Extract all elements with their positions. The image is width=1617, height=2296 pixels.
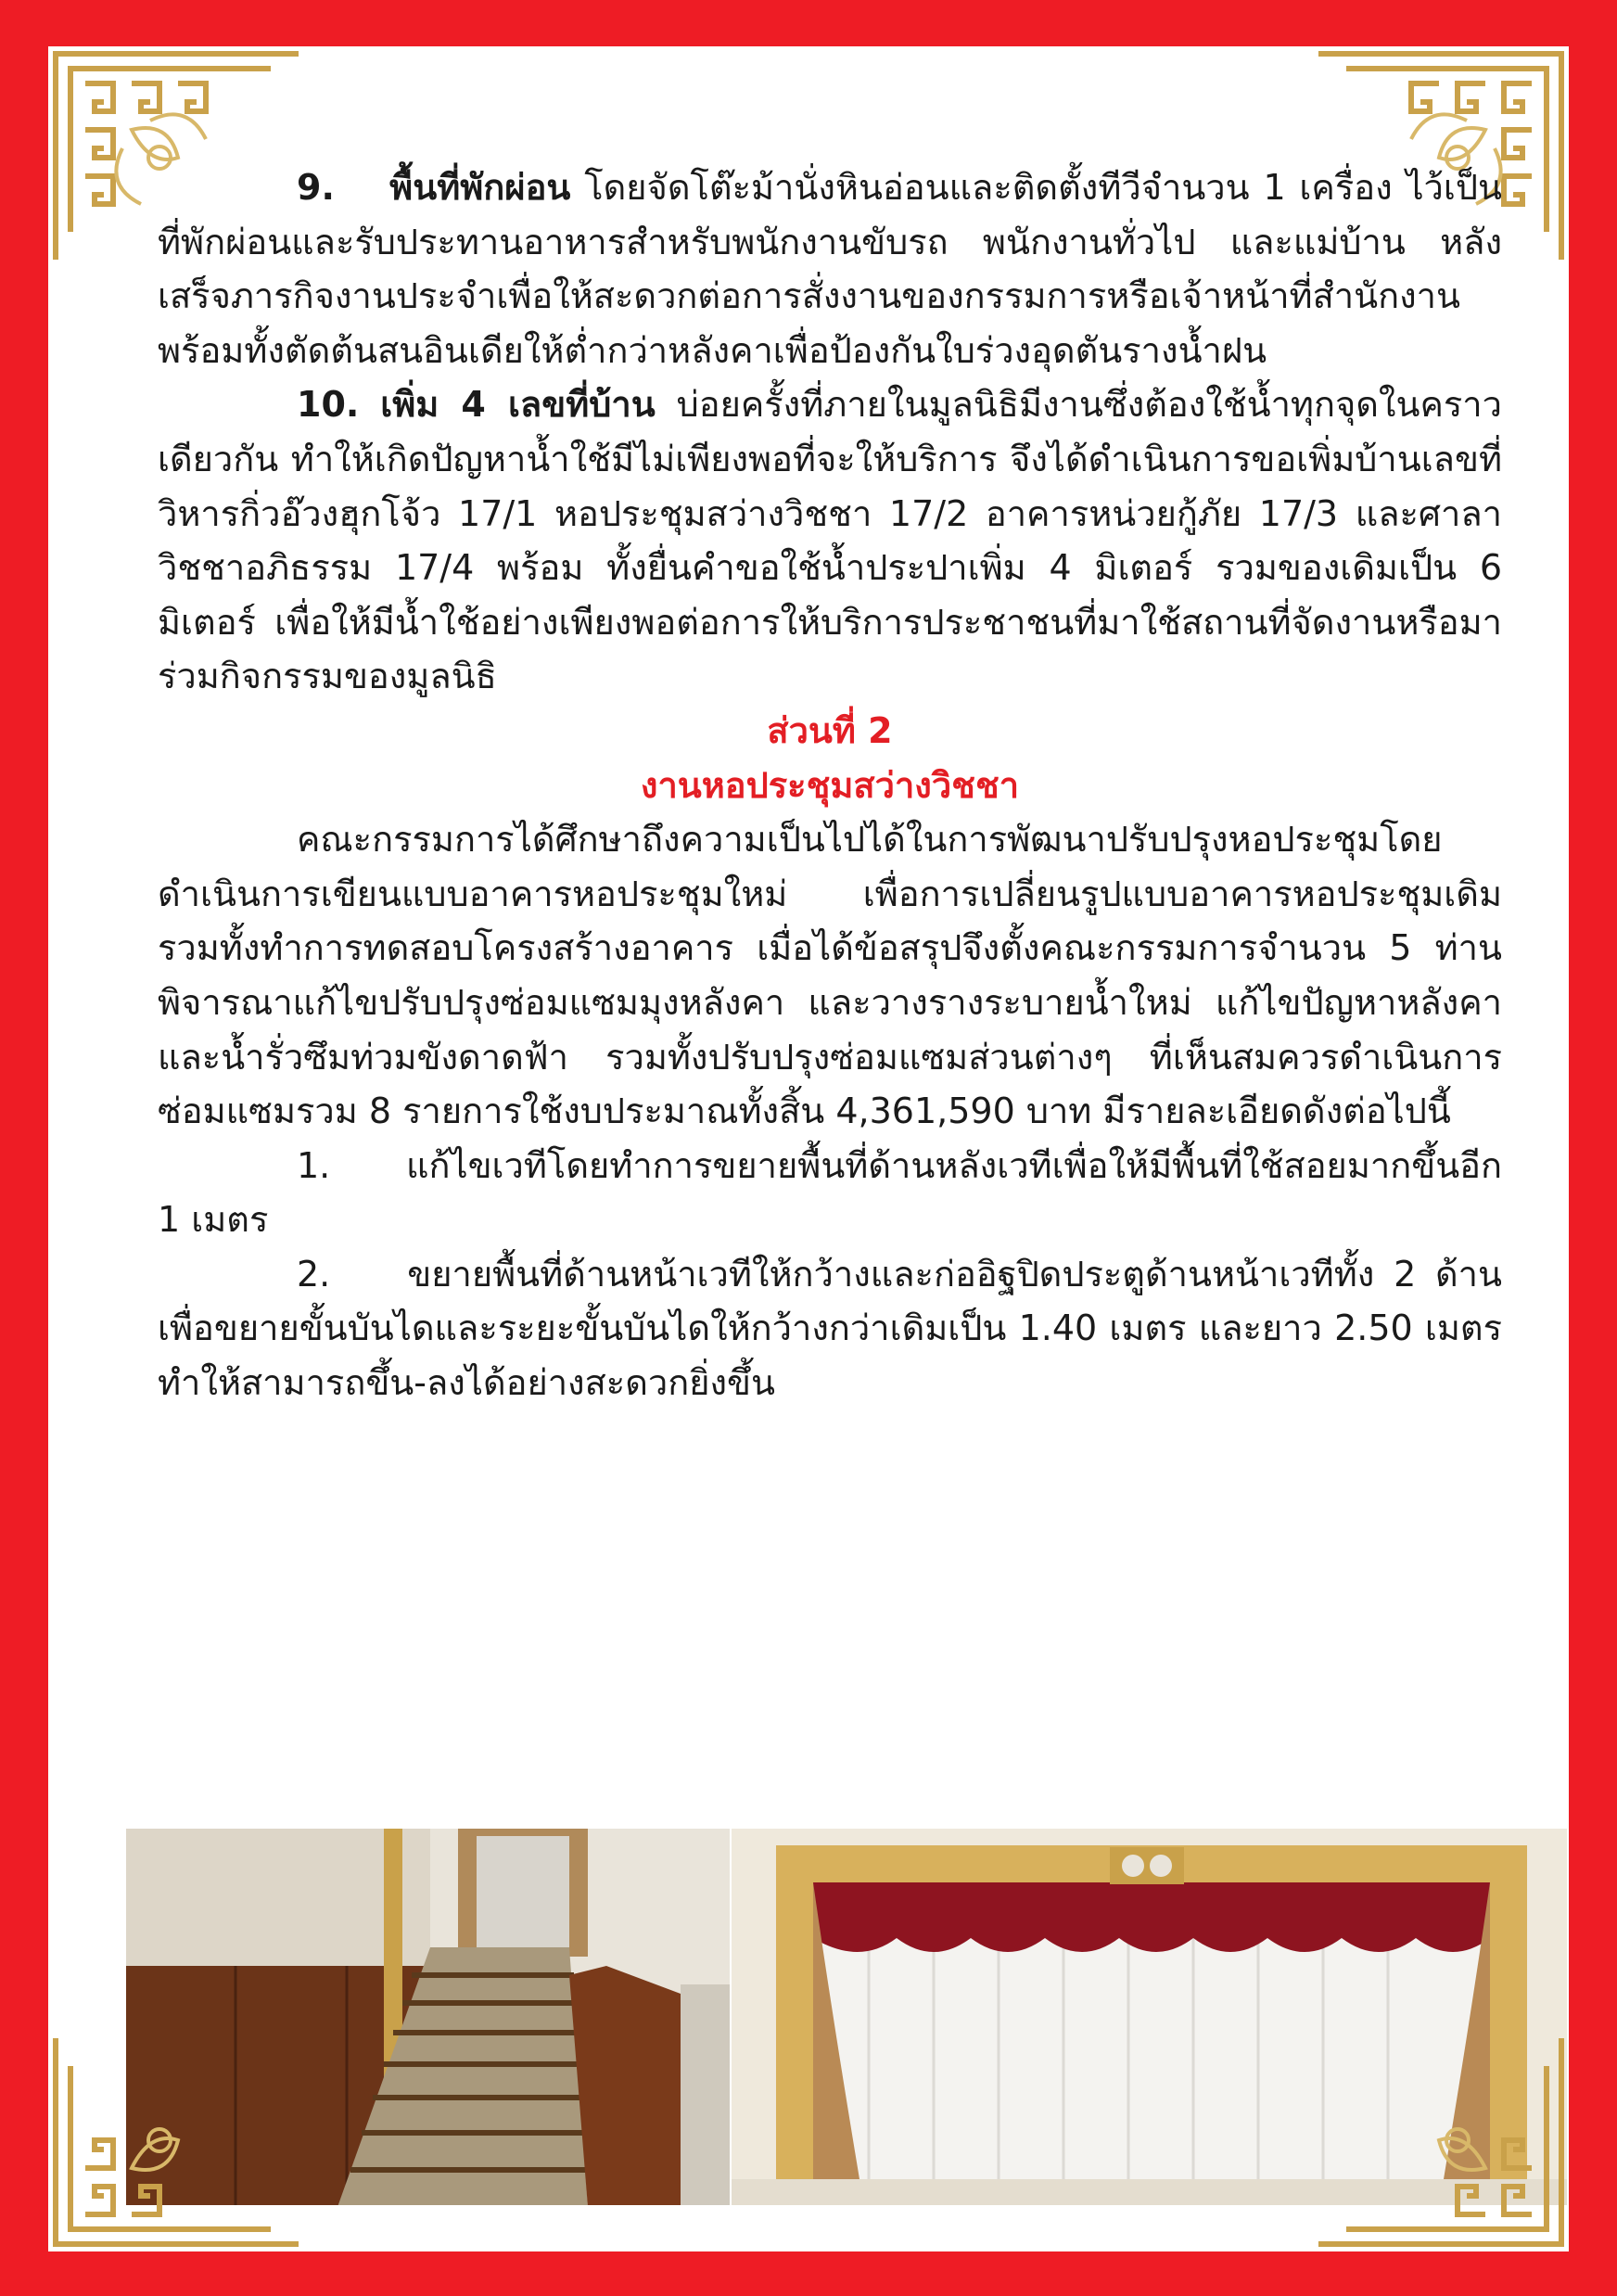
item-10 bbox=[158, 377, 1502, 704]
section-part-heading: ส่วนที่ 2 bbox=[767, 709, 893, 751]
photo-strip bbox=[48, 1827, 1569, 2251]
corner-ornament-icon bbox=[1309, 2029, 1569, 2251]
item-title: พื้นที่พักผ่อน bbox=[389, 167, 571, 208]
intro-paragraph: คณะกรรมการได้ศึกษาถึงความเป็นไปได้ในการพัฒนาปรับปรุงหอประชุมโดยดำเนินการเขียนแบบอาคารหอประชุมใหม่ เพื่อการเปลี่ยนรูปแบบอาคารหอประชุมเดิม รวมทั้งทำการทดสอบโครงสร้างอาคาร เมื่อได้ข้อสรุปจึงตั้งคณะกรรมการจำนวน 5 ท่าน พิจารณาแก้ไขปรับปรุงซ่อมแซมมุงหลังคา และวางรางระบายน้ำใหม่ แก้ไขปัญหาหลังคาและน้ำรั่วซึมท่วมขังดาดฟ้า รวมทั้งปรับปรุงซ่อมแซมส่วนต่างๆ ที่เห็นสมควรดำเนินการซ่อมแซมรวม 8 รายการใช้งบประมาณทั้งสิ้น 4,361,590 บาท มีรายละเอียดดังต่อไปนี้ bbox=[158, 819, 1502, 1132]
item-number: 10. bbox=[297, 384, 360, 426]
body-text bbox=[158, 160, 1502, 1410]
item-text: โดยจัดโต๊ะม้านั่งหินอ่อนและติดตั้งทีวีจำนวน 1 เครื่อง ไว้เป็นที่พักผ่อนและรับประทานอาหารสำหรับพนักงานขับรถ พนักงานทั่วไป และแม่บ้าน หลังเสร็จภารกิจงานประจำเพื่อให้สะดวกต่อการสั่งงานของกรรมการหรือเจ้าหน้าที่สำนักงาน พร้อมทั้งตัดต้นสนอินเดียให้ต่ำกว่าหลังคาเพื่อป้องกันใบร่วงอุดตันรางน้ำฝน bbox=[158, 167, 1502, 371]
list-text: แก้ไขเวทีโดยทำการขยายพื้นที่ด้านหลังเวทีเพื่อให้มีพื้นที่ใช้สอยมากขึ้นอีก 1 เมตร bbox=[158, 1144, 1502, 1241]
item-title: เพิ่ม 4 เลขที่บ้าน bbox=[380, 384, 656, 426]
item-9 bbox=[158, 160, 1502, 377]
list-item bbox=[158, 1247, 1502, 1410]
list-number: 1. bbox=[297, 1144, 331, 1186]
corner-ornament-icon bbox=[48, 2029, 308, 2251]
list-item bbox=[158, 1139, 1502, 1247]
list-number: 2. bbox=[297, 1253, 331, 1295]
item-number: 9. bbox=[297, 167, 335, 208]
item-text: บ่อยครั้งที่ภายในมูลนิธิมีงานซึ่งต้องใช้น้ำทุกจุดในคราวเดียวกัน ทำให้เกิดปัญหาน้ำใช้มีไม่เพียงพอที่จะให้บริการ จึงได้ดำเนินการขอเพิ่มบ้านเลขที่วิหารกิ่วอ๊วงฮุกโจ้ว 17/1 หอประชุมสว่างวิชชา 17/2 อาคารหน่วยกู้ภัย 17/3 และศาลาวิชชาอภิธรรม 17/4 พร้อม ทั้งยื่นคำขอใช้น้ำประปาเพิ่ม 4 มิเตอร์ รวมของเดิมเป็น 6 มิเตอร์ เพื่อให้มีน้ำใช้อย่างเพียงพอต่อการให้บริการประชาชนที่มาใช้สถานที่จัดงานหรือมาร่วมกิจกรรมของมูลนิธิ bbox=[158, 384, 1502, 697]
section-title-heading: งานหอประชุมสว่างวิชชา bbox=[640, 764, 1020, 806]
list-text: ขยายพื้นที่ด้านหน้าเวทีให้กว้างและก่ออิฐปิดประตูด้านหน้าเวทีทั้ง 2 ด้าน เพื่อขยายขั้นบันไดและระยะขั้นบันไดให้กว้างกว่าเดิมเป็น 1.40 เมตร และยาว 2.50 เมตร ทำให้สามารถขึ้น-ลงได้อย่างสะดวกยิ่งขึ้น bbox=[158, 1253, 1502, 1404]
